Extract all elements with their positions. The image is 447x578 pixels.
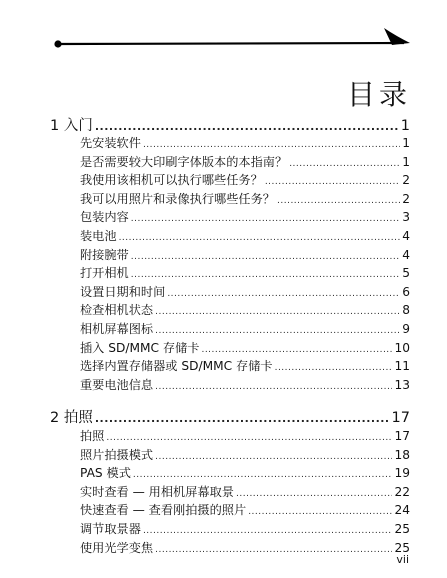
toc-label: 附接腕带: [80, 247, 129, 262]
toc-page-number: 10: [394, 340, 410, 355]
toc-label: PAS 模式: [80, 466, 131, 481]
toc-page-number: 17: [394, 429, 410, 443]
leader-dots: [131, 270, 400, 280]
toc-entry[interactable]: [80, 539, 410, 556]
toc-label: 2 拍照: [50, 410, 93, 426]
toc-entry[interactable]: [80, 320, 410, 337]
toc-label: 调节取景器: [80, 522, 141, 536]
toc-entry[interactable]: [80, 376, 410, 393]
leader-dots: [167, 289, 400, 299]
leader-dots: [289, 159, 400, 169]
toc-page-number: 6: [402, 284, 410, 299]
toc-page-number: 5: [402, 266, 410, 281]
toc-entry[interactable]: [80, 134, 410, 151]
leader-dots: [131, 214, 400, 224]
toc-page-number: 8: [402, 303, 410, 318]
toc-page-number: 2: [402, 173, 410, 188]
leader-dots: [106, 433, 392, 443]
leader-dots: [265, 177, 400, 187]
toc-label: 是否需要较大印刷字体版本的本指南？: [80, 154, 288, 169]
toc-label: 我可以用照片和录像执行哪些任务？: [80, 191, 275, 206]
toc-entry[interactable]: [80, 520, 410, 537]
toc-label: 打开相机: [80, 266, 129, 281]
toc-page-number: 19: [394, 466, 410, 481]
toc-label: 插入 SD/MMC 存储卡: [80, 340, 200, 355]
leader-dots: [155, 307, 400, 317]
leader-dots: [131, 252, 400, 262]
leader-dots: [119, 233, 401, 243]
leader-dots: [155, 326, 400, 336]
toc-entry[interactable]: [80, 190, 410, 207]
toc-page-number: 24: [394, 503, 410, 518]
toc-label: 检查相机状态: [80, 303, 154, 318]
toc-label: 拍照: [80, 429, 105, 443]
leader-dots: [95, 120, 399, 133]
toc-label: 实时查看 — 用相机屏幕取景: [80, 484, 234, 499]
toc-entry[interactable]: [80, 446, 410, 463]
toc-entry[interactable]: [80, 501, 410, 518]
leader-dots: [201, 345, 392, 355]
header-rule: [0, 0, 447, 60]
toc-label: 选择内置存储器或 SD/MMC 存储卡: [80, 359, 273, 374]
leader-dots: [155, 545, 392, 555]
toc-entry[interactable]: [80, 464, 410, 481]
toc-page-number: 2: [402, 191, 410, 206]
toc-label: 重要电池信息: [80, 377, 154, 392]
toc-label: 我使用该相机可以执行哪些任务？: [80, 173, 263, 188]
toc-label: 装电池: [80, 229, 117, 243]
toc-page-number: 25: [394, 540, 410, 555]
toc-entry[interactable]: [80, 153, 410, 170]
toc-page-number: 22: [394, 484, 410, 499]
toc-entry[interactable]: [80, 339, 410, 356]
toc-label: 1 入门: [50, 118, 93, 134]
header-line: [58, 43, 404, 44]
toc-label: 照片拍摄模式: [80, 447, 154, 462]
toc-label: 相机屏幕图标: [80, 322, 154, 336]
leader-dots: [155, 452, 392, 462]
toc-entry[interactable]: [80, 357, 410, 374]
toc-entry[interactable]: [80, 227, 410, 244]
toc-label: 设置日期和时间: [80, 284, 166, 299]
toc-entry[interactable]: [80, 427, 410, 444]
toc-label: 快速查看 — 查看刚拍摄的照片: [80, 503, 247, 518]
toc-page-number: 18: [394, 447, 410, 462]
toc-page-number: 3: [402, 210, 410, 225]
leader-dots: [95, 412, 390, 425]
leader-dots: [236, 489, 392, 499]
leader-dots: [248, 507, 392, 517]
page-title: 目录: [346, 77, 411, 111]
toc-page-number: 1: [402, 136, 410, 150]
toc-entry[interactable]: [80, 264, 410, 281]
leader-dots: [277, 196, 400, 206]
toc-page-number: 1: [400, 118, 410, 134]
page-folio: vii: [396, 553, 409, 566]
toc-entry[interactable]: [80, 246, 410, 263]
leader-dots: [275, 363, 393, 373]
toc-entry[interactable]: [80, 208, 410, 225]
toc-entry[interactable]: [80, 301, 410, 318]
toc-page-number: 9: [402, 322, 410, 336]
toc-page-number: 4: [402, 229, 410, 243]
leader-dots: [143, 140, 400, 150]
toc-page-number: 25: [394, 522, 410, 536]
toc-page-number: 13: [394, 377, 410, 392]
toc-label: 先安装软件: [80, 136, 141, 150]
toc-page-number: 1: [402, 154, 410, 169]
toc-label: 包装内容: [80, 210, 129, 225]
toc-chapter-1[interactable]: [50, 114, 410, 135]
leader-dots: [155, 382, 392, 392]
toc-page-number: 4: [402, 247, 410, 262]
toc-entry[interactable]: [80, 483, 410, 500]
leader-dots: [143, 526, 393, 536]
toc-page-number: 17: [391, 410, 410, 426]
toc-chapter-2[interactable]: [50, 406, 410, 427]
toc-entry[interactable]: [80, 283, 410, 300]
toc-entry[interactable]: [80, 171, 410, 188]
toc-label: 使用光学变焦: [80, 540, 154, 555]
toc-page-number: 11: [394, 359, 410, 374]
leader-dots: [133, 470, 393, 480]
